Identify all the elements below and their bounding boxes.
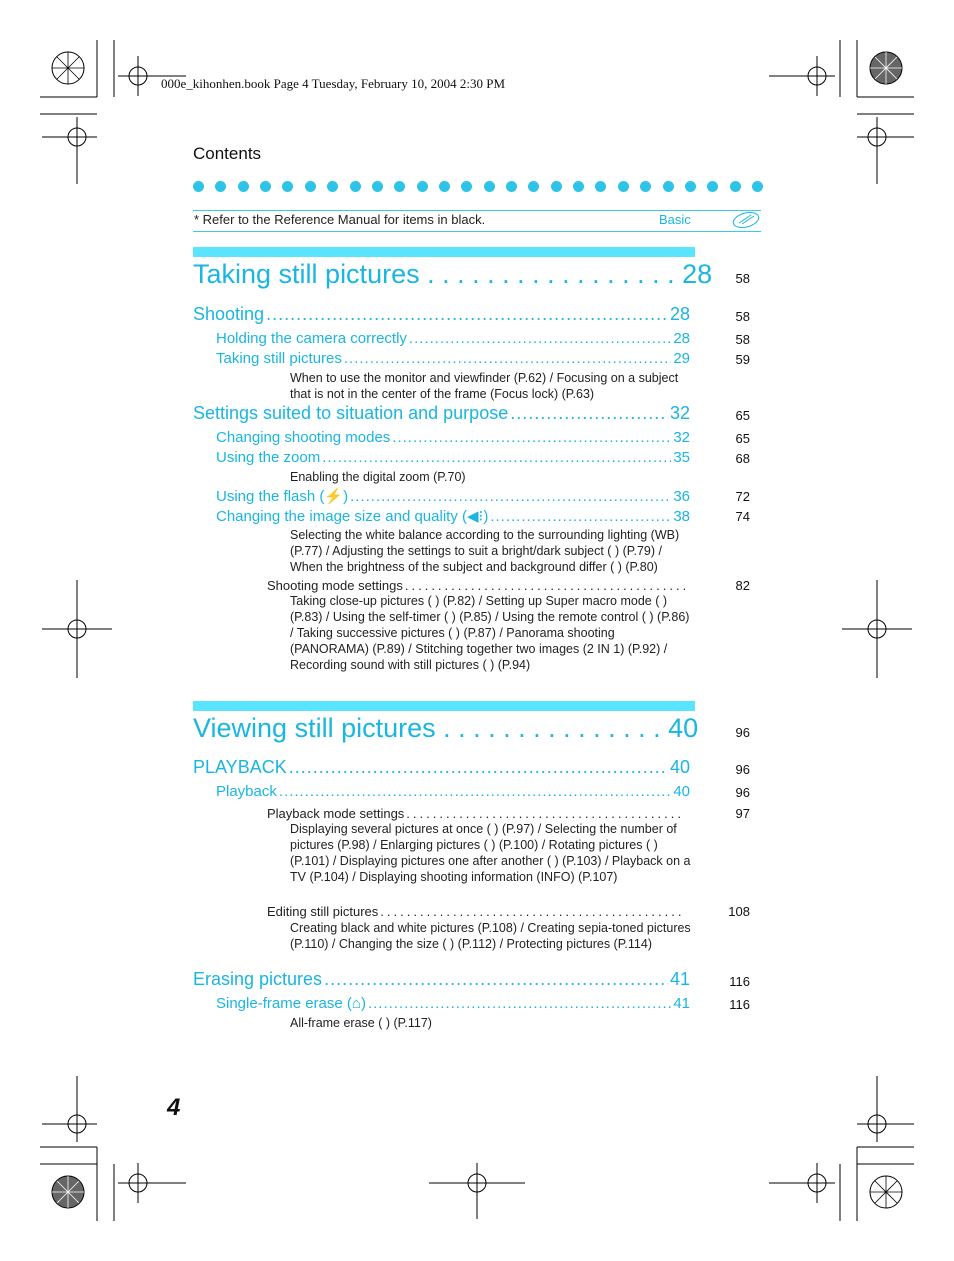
ref-page: 97: [735, 806, 750, 821]
section-bar: [193, 701, 695, 711]
basic-manual-icon: [731, 210, 761, 230]
ref-page: 96: [735, 725, 750, 740]
ref-page: 68: [735, 451, 750, 466]
toc-erasing[interactable]: Erasing pictures ..... 41: [193, 969, 690, 990]
ref-page: 116: [729, 974, 750, 989]
flash-icon: ⚡: [324, 488, 344, 505]
basic-label: Basic: [659, 212, 691, 227]
toc-modes[interactable]: Changing shooting modes ..... 32: [216, 429, 690, 446]
toc-description: Selecting the white balance according to the surrounding lighting (WB) (P.77) / Adjusting the settings to suit a bright/dark subject ( ) (P.79) / When the brightness of the subject and background differ ( ) (P.80): [290, 528, 680, 574]
toc-playback-mode-settings[interactable]: Playback mode settings .....: [267, 806, 687, 821]
toc-holding[interactable]: Holding the camera correctly ..... 28: [216, 330, 690, 347]
toc-description: Creating black and white pictures (P.108) / Creating sepia-toned pictures (P.110) / Changing the size ( ) (P.112) / Protecting pictures (P.114): [290, 921, 691, 951]
trash-icon: ⌂: [351, 995, 361, 1012]
toc-description: When to use the monitor and viewfinder (P.62) / Focusing on a subject that is not in the center of the frame (Focus lock) (P.63): [290, 371, 679, 401]
ref-page: 108: [728, 904, 750, 919]
toc-shooting-mode-settings[interactable]: Shooting mode settings .....: [267, 578, 687, 593]
ref-page: 58: [735, 271, 750, 286]
ref-page: 82: [735, 578, 750, 593]
toc-zoom[interactable]: Using the zoom ..... 35: [216, 449, 690, 466]
ref-page: 116: [729, 997, 750, 1012]
ref-page: 96: [735, 762, 750, 777]
reference-note: * Refer to the Reference Manual for items in black.: [194, 212, 486, 227]
toc-description: Enabling the digital zoom (P.70): [290, 470, 466, 484]
ref-page: 74: [735, 509, 750, 524]
print-header-line: 000e_kihonhen.book Page 4 Tuesday, February 10, 2004 2:30 PM: [161, 76, 506, 91]
toc-playback[interactable]: Playback ..... 40: [216, 783, 690, 800]
ref-page: 58: [735, 332, 750, 347]
ref-page: 72: [735, 489, 750, 504]
ref-page: 65: [735, 408, 750, 423]
toc-editing[interactable]: Editing still pictures .....: [267, 904, 687, 919]
dotted-divider: [193, 181, 763, 195]
section-title-viewing[interactable]: Viewing still pictures . . . . . . . . . . . . . . . 40: [193, 713, 699, 743]
section-title-taking[interactable]: Taking still pictures . . . . . . . . . . . . . . . . . 28: [193, 259, 713, 289]
toc-shooting[interactable]: Shooting ..... 28: [193, 304, 690, 325]
toc-quality[interactable]: Changing the image size and quality ( ◀⁝ ) ..... 38: [216, 507, 690, 525]
page-title: Contents: [193, 144, 262, 163]
toc-description: All-frame erase ( ) (P.117): [290, 1016, 432, 1030]
section-bar: [193, 247, 695, 257]
ref-page: 96: [735, 785, 750, 800]
toc-taking[interactable]: Taking still pictures ..... 29: [216, 350, 690, 367]
ref-page: 59: [735, 352, 750, 367]
toc-description: Displaying several pictures at once ( ) (P.97) / Selecting the number of pictures (P.98) / Enlarging pictures ( ) (P.100) / Rotating pictures ( ) (P.101) / Displaying pictures one after another ( ) (P.103) / Playback on a TV (P.104) / Displaying shooting information (INFO) (P.107): [290, 822, 691, 884]
ref-page: 65: [735, 431, 750, 446]
toc-flash[interactable]: Using the flash ( ⚡ ) ..... 36: [216, 487, 690, 505]
toc-description: Taking close-up pictures ( ) (P.82) / Setting up Super macro mode ( ) (P.83) / Using the self-timer ( ) (P.85) / Using the remote control ( ) (P.86) / Taking successive pictures ( ) (P.87) / Panorama shooting (PANORAMA) (P.89) / Stitching together two images (2 IN 1) (P.92) / Recording sound with still pictures ( ) (P.94): [290, 594, 690, 672]
ref-page: 58: [735, 309, 750, 324]
image-quality-icon: ◀⁝: [467, 508, 484, 525]
toc-settings[interactable]: Settings suited to situation and purpose ..... 32: [193, 403, 690, 424]
toc-playback-head[interactable]: PLAYBACK ..... 40: [193, 757, 690, 778]
toc-single-erase[interactable]: Single-frame erase ( ⌂ ) ..... 41: [216, 995, 690, 1012]
page-number: 4: [167, 1094, 181, 1121]
